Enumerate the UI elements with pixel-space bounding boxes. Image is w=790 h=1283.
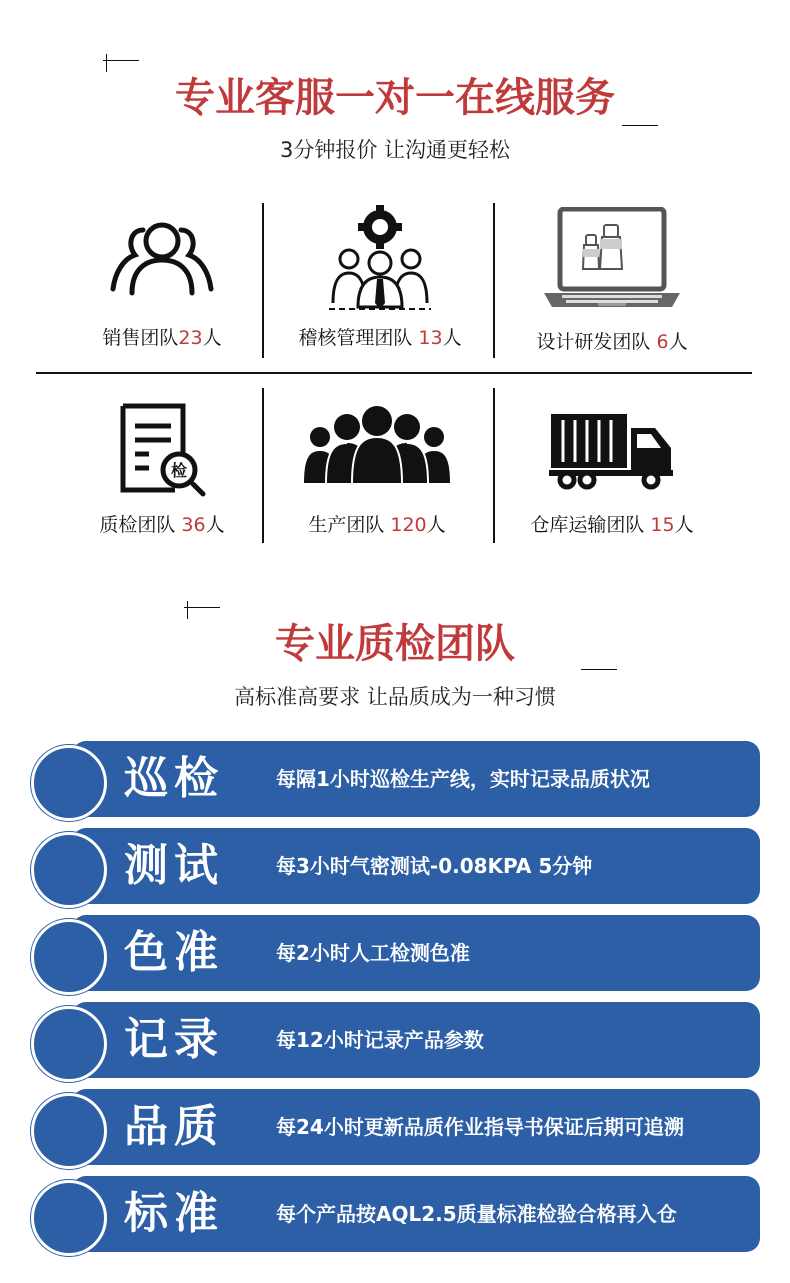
qc-item-title: 标准: [124, 1188, 224, 1239]
qc-item-title: 记录: [124, 1014, 224, 1065]
crowd-icon: [302, 405, 452, 485]
circle-badge-icon: [31, 1180, 107, 1256]
team-cell-qc: [48, 402, 276, 542]
decor-line: [103, 60, 139, 61]
qc-item-title: 巡检: [124, 753, 224, 804]
qc-item-color: [0, 915, 790, 1001]
circle-badge-icon: [31, 1006, 107, 1082]
people-group-icon: [107, 215, 217, 300]
qc-item-title: 测试: [124, 840, 224, 891]
qc-item-desc: 每12小时记录产品参数: [276, 1028, 484, 1052]
team-label: 设计研发团队 6人: [536, 331, 688, 353]
qc-item-title: 品质: [124, 1101, 224, 1152]
decor-line: [187, 601, 188, 619]
team-label: 质检团队 36人: [99, 514, 225, 536]
inspection-document-icon: [117, 402, 207, 497]
qc-item-desc: 每个产品按AQL2.5质量标准检验合格再入仓: [276, 1202, 677, 1226]
team-label: 销售团队23人: [102, 327, 222, 349]
qc-item-desc: 每隔1小时巡检生产线，实时记录品质状况: [276, 767, 650, 791]
circle-badge-icon: [31, 919, 107, 995]
decor-line: [184, 607, 220, 608]
qc-item-patrol: [0, 741, 790, 827]
grid-divider: [36, 372, 752, 374]
truck-icon: [547, 410, 677, 490]
laptop-bottles-icon: [542, 207, 682, 309]
grid-divider: [493, 388, 495, 543]
decor-line: [622, 125, 658, 126]
inspect-char: 检: [170, 461, 188, 480]
qc-item-title: 色准: [124, 927, 224, 978]
management-team-gear-icon: [325, 205, 435, 313]
team-label: 稽核管理团队 13人: [298, 327, 462, 349]
qc-item-desc: 每3小时气密测试-0.08KPA 5分钟: [276, 854, 593, 878]
circle-badge-icon: [31, 832, 107, 908]
section1-subtitle: 3分钟报价 让沟通更轻松: [279, 138, 511, 162]
team-cell-sales: [48, 215, 276, 355]
qc-item-quality: [0, 1089, 790, 1175]
team-cell-warehouse: [498, 410, 726, 542]
decor-line: [581, 669, 617, 670]
team-label: 仓库运输团队 15人: [530, 514, 694, 536]
circle-badge-icon: [31, 745, 107, 821]
qc-item-test: [0, 828, 790, 914]
team-cell-production: [263, 405, 491, 542]
qc-item-desc: 每24小时更新品质作业指导书保证后期可追溯: [276, 1115, 684, 1139]
team-cell-management: [266, 205, 494, 355]
qc-item-record: [0, 1002, 790, 1088]
section1-title: 专业客服一对一在线服务: [175, 75, 615, 121]
qc-item-desc: 每2小时人工检测色准: [276, 941, 470, 965]
qc-item-standard: [0, 1176, 790, 1262]
circle-badge-icon: [31, 1093, 107, 1169]
team-label: 生产团队 120人: [308, 514, 446, 536]
team-cell-design: [498, 207, 726, 357]
decor-line: [106, 54, 107, 72]
section2-title: 专业质检团队: [275, 621, 515, 667]
section2-subtitle: 高标准高要求 让品质成为一种习惯: [234, 685, 556, 709]
